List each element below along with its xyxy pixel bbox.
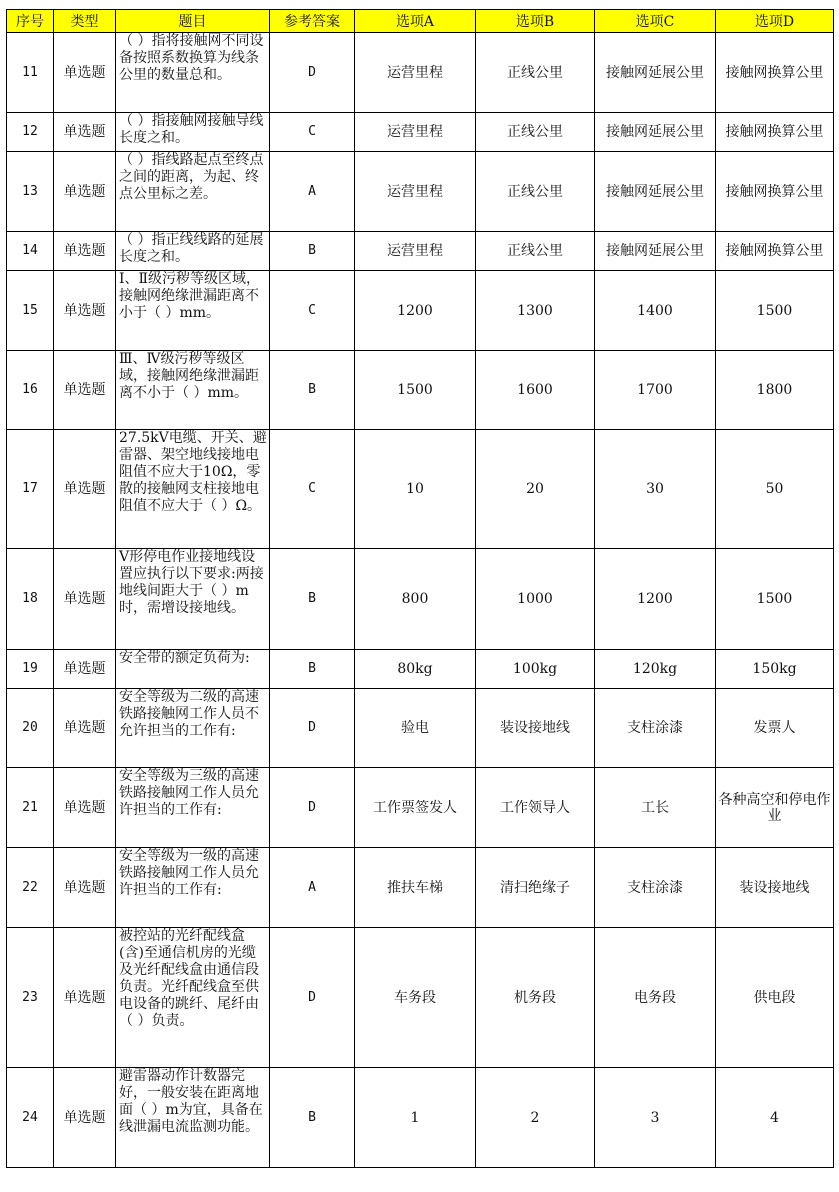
row-option-d: 1800 — [716, 351, 834, 430]
row-option-c: 接触网延展公里 — [595, 152, 716, 232]
row-type: 单选题 — [54, 232, 116, 271]
row-option-c: 支柱涂漆 — [595, 689, 716, 768]
header-no: 序号 — [7, 10, 54, 33]
row-type: 单选题 — [54, 351, 116, 430]
row-option-b: 正线公里 — [476, 113, 595, 152]
header-answer: 参考答案 — [270, 10, 355, 33]
row-number: 19 — [7, 650, 54, 689]
row-option-a: 800 — [355, 549, 476, 650]
row-option-b: 装设接地线 — [476, 689, 595, 768]
table-row — [7, 848, 834, 928]
row-option-b: 1300 — [476, 271, 595, 351]
row-option-d: 50 — [716, 430, 834, 549]
row-number: 14 — [7, 232, 54, 271]
table-row — [7, 650, 834, 689]
table-row — [7, 271, 834, 351]
header-row — [7, 10, 834, 33]
row-question: 安全等级为三级的高速铁路接触网工作人员允许担当的工作有: — [116, 768, 270, 848]
row-option-d: 接触网换算公里 — [716, 113, 834, 152]
header-option-a: 选项A — [355, 10, 476, 33]
row-option-b: 正线公里 — [476, 152, 595, 232]
row-option-d: 发票人 — [716, 689, 834, 768]
row-number: 21 — [7, 768, 54, 848]
row-answer: D — [270, 689, 355, 768]
row-option-c: 30 — [595, 430, 716, 549]
row-answer: A — [270, 848, 355, 928]
table-row — [7, 152, 834, 232]
row-option-a: 1500 — [355, 351, 476, 430]
table-row — [7, 430, 834, 549]
row-option-b: 正线公里 — [476, 232, 595, 271]
row-option-c: 支柱涂漆 — [595, 848, 716, 928]
row-answer: C — [270, 271, 355, 351]
row-number: 23 — [7, 928, 54, 1068]
row-question: 安全带的额定负荷为: — [116, 650, 270, 689]
row-option-a: 运营里程 — [355, 152, 476, 232]
row-option-c: 接触网延展公里 — [595, 113, 716, 152]
row-question: 避雷器动作计数器完好，一般安装在距离地面（ ）m为宜，具备在线泄漏电流监测功能。 — [116, 1068, 270, 1168]
row-type: 单选题 — [54, 430, 116, 549]
row-number: 17 — [7, 430, 54, 549]
table-row — [7, 351, 834, 430]
row-type: 单选题 — [54, 768, 116, 848]
row-option-a: 运营里程 — [355, 33, 476, 113]
header-option-c: 选项C — [595, 10, 716, 33]
row-answer: C — [270, 113, 355, 152]
row-option-d: 1500 — [716, 549, 834, 650]
row-option-c: 电务段 — [595, 928, 716, 1068]
table-row — [7, 549, 834, 650]
row-type: 单选题 — [54, 549, 116, 650]
row-question: V形停电作业接地线设置应执行以下要求:两接地线间距大于（ ）m时，需增设接地线。 — [116, 549, 270, 650]
row-option-d: 4 — [716, 1068, 834, 1168]
header-type: 类型 — [54, 10, 116, 33]
row-question: 被控站的光纤配线盒(含)至通信机房的光缆及光纤配线盒由通信段负责。光纤配线盒至供电设备的跳纤、尾纤由（ ）负责。 — [116, 928, 270, 1068]
row-option-d: 1500 — [716, 271, 834, 351]
row-option-b: 清扫绝缘子 — [476, 848, 595, 928]
row-option-d: 供电段 — [716, 928, 834, 1068]
row-type: 单选题 — [54, 689, 116, 768]
row-option-d: 150kg — [716, 650, 834, 689]
row-option-b: 2 — [476, 1068, 595, 1168]
row-option-c: 1700 — [595, 351, 716, 430]
table-row — [7, 1068, 834, 1168]
row-type: 单选题 — [54, 271, 116, 351]
row-question: （ ）指接触网接触导线长度之和。 — [116, 113, 270, 152]
table-row — [7, 928, 834, 1068]
table-row — [7, 689, 834, 768]
row-answer: D — [270, 768, 355, 848]
row-option-d: 各种高空和停电作业 — [716, 768, 834, 848]
row-answer: D — [270, 33, 355, 113]
row-answer: C — [270, 430, 355, 549]
row-question: （ ）指正线线路的延展长度之和。 — [116, 232, 270, 271]
row-question: Ⅰ、Ⅱ级污秽等级区域，接触网绝缘泄漏距离不小于（ ）mm。 — [116, 271, 270, 351]
row-number: 18 — [7, 549, 54, 650]
row-answer: B — [270, 549, 355, 650]
row-number: 24 — [7, 1068, 54, 1168]
row-option-c: 1400 — [595, 271, 716, 351]
row-option-b: 工作领导人 — [476, 768, 595, 848]
header-option-d: 选项D — [716, 10, 834, 33]
row-option-a: 运营里程 — [355, 232, 476, 271]
row-question: 安全等级为一级的高速铁路接触网工作人员允许担当的工作有: — [116, 848, 270, 928]
row-option-b: 正线公里 — [476, 33, 595, 113]
row-option-a: 1200 — [355, 271, 476, 351]
table-row — [7, 768, 834, 848]
row-type: 单选题 — [54, 1068, 116, 1168]
row-option-a: 1 — [355, 1068, 476, 1168]
table-row — [7, 113, 834, 152]
row-question: （ ）指线路起点至终点之间的距离，为起、终点公里标之差。 — [116, 152, 270, 232]
row-option-a: 80kg — [355, 650, 476, 689]
row-option-c: 接触网延展公里 — [595, 232, 716, 271]
row-option-b: 1600 — [476, 351, 595, 430]
row-number: 22 — [7, 848, 54, 928]
row-option-a: 10 — [355, 430, 476, 549]
row-number: 20 — [7, 689, 54, 768]
row-option-b: 机务段 — [476, 928, 595, 1068]
row-answer: A — [270, 152, 355, 232]
row-option-c: 工长 — [595, 768, 716, 848]
header-question: 题目 — [116, 10, 270, 33]
row-option-c: 3 — [595, 1068, 716, 1168]
row-option-c: 120kg — [595, 650, 716, 689]
question-table — [6, 9, 834, 1168]
row-option-b: 1000 — [476, 549, 595, 650]
row-type: 单选题 — [54, 33, 116, 113]
row-option-b: 20 — [476, 430, 595, 549]
row-type: 单选题 — [54, 113, 116, 152]
row-option-a: 推扶车梯 — [355, 848, 476, 928]
row-type: 单选题 — [54, 152, 116, 232]
row-type: 单选题 — [54, 928, 116, 1068]
table-row — [7, 232, 834, 271]
row-option-d: 接触网换算公里 — [716, 33, 834, 113]
row-option-d: 接触网换算公里 — [716, 152, 834, 232]
row-number: 15 — [7, 271, 54, 351]
row-question: Ⅲ、Ⅳ级污秽等级区域，接触网绝缘泄漏距离不小于（ ）mm。 — [116, 351, 270, 430]
row-question: （ ）指将接触网不同设备按照系数换算为线条公里的数量总和。 — [116, 33, 270, 113]
row-option-c: 接触网延展公里 — [595, 33, 716, 113]
row-number: 13 — [7, 152, 54, 232]
row-option-c: 1200 — [595, 549, 716, 650]
row-number: 16 — [7, 351, 54, 430]
row-number: 11 — [7, 33, 54, 113]
row-option-a: 验电 — [355, 689, 476, 768]
row-option-a: 工作票签发人 — [355, 768, 476, 848]
row-answer: B — [270, 1068, 355, 1168]
row-question: 27.5kV电缆、开关、避雷器、架空地线接地电阻值不应大于10Ω，零散的接触网支柱接地电阻值不应大于（ ）Ω。 — [116, 430, 270, 549]
row-type: 单选题 — [54, 848, 116, 928]
row-answer: B — [270, 650, 355, 689]
table-row — [7, 33, 834, 113]
table-body — [7, 33, 834, 1168]
row-answer: B — [270, 232, 355, 271]
row-option-d: 装设接地线 — [716, 848, 834, 928]
row-type: 单选题 — [54, 650, 116, 689]
row-number: 12 — [7, 113, 54, 152]
row-question: 安全等级为二级的高速铁路接触网工作人员不允许担当的工作有: — [116, 689, 270, 768]
row-answer: D — [270, 928, 355, 1068]
row-option-a: 运营里程 — [355, 113, 476, 152]
row-answer: B — [270, 351, 355, 430]
row-option-a: 车务段 — [355, 928, 476, 1068]
row-option-b: 100kg — [476, 650, 595, 689]
header-option-b: 选项B — [476, 10, 595, 33]
row-option-d: 接触网换算公里 — [716, 232, 834, 271]
